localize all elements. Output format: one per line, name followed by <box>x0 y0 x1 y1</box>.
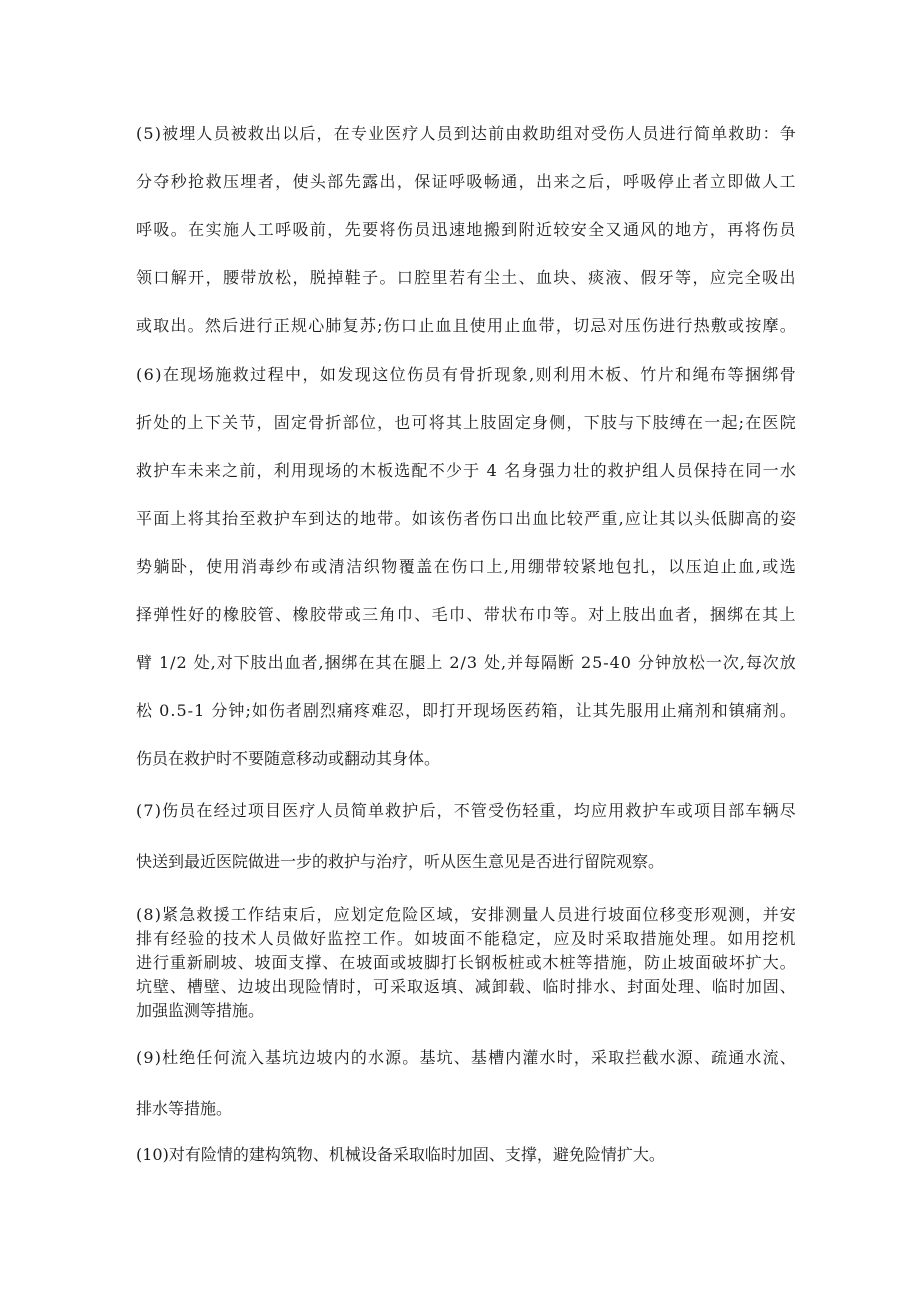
text-line: 呼 吸 。 在 实 施 人 工 呼 吸 前 ， 先 要 将 伤 员 迅 速 地 搬 到 附 近 较 安 全 又 通 风 的 地 方 ， 再 将 伤 员 <box>136 220 796 239</box>
text-line: 排 有 经 验 的 技 术 人 员 做 好 监 控 工 作 。 如 坡 面 不 能 稳 定 ， 应 及 时 采 取 措 施 处 理 。 如 用 挖 机 <box>136 929 796 948</box>
text-line: 进 行 重 新 刷 坡 、 坡 面 支 撑 、 在 坡 面 或 坡 脚 打 长 钢 板 桩 或 木 桩 等 措 施 ， 防 止 坡 面 破 坏 扩 大 。 <box>136 953 796 972</box>
text-line: 平 面 上 将 其 抬 至 救 护 车 到 达 的 地 带 。 如 该 伤 者 伤 口 出 血 比 较 严 重 , 应 让 其 以 头 低 脚 高 的 姿 <box>136 509 796 528</box>
text-line: 或 取 出 。 然 后 进 行 正 规 心 肺 复 苏 ; 伤 口 止 血 且 使 用 止 血 带 ， 切 忌 对 压 伤 进 行 热 敷 或 按 摩 。 <box>136 316 796 335</box>
text-line: ( 6 ) 在 现 场 施 救 过 程 中 ， 如 发 现 这 位 伤 员 有 骨 折 现 象 , 则 利 用 木 板 、 竹 片 和 绳 布 等 捆 绑 骨 <box>136 365 796 384</box>
text-line: 择 弹 性 好 的 橡 胶 管 、 橡 胶 带 或 三 角 巾 、 毛 巾 、 带 状 布 巾 等 。 对 上 肢 出 血 者 ， 捆 绑 在 其 上 <box>136 605 796 624</box>
text-line: 臂 1 / 2 处 , 对 下 肢 出 血 者 , 捆 绑 在 其 在 腿 上 2 / 3 处 , 并 每 隔 断 2 5 - 4 0 分 钟 放 松 一 次 , 每 次 放 <box>136 653 796 672</box>
text-line: 救 护 车 未 来 之 前 ， 利 用 现 场 的 木 板 选 配 不 少 于 4 名 身 强 力 壮 的 救 护 组 人 员 保 持 在 同 一 水 <box>136 461 796 480</box>
text-line: ( 8 ) 紧 急 救 援 工 作 结 束 后 ， 应 划 定 危 险 区 域 ， 安 排 测 量 人 员 进 行 坡 面 位 移 变 形 观 测 ， 并 安 <box>136 905 796 924</box>
paragraph-5 <box>136 110 796 350</box>
text-line: 伤员在救护时不要随意移动或翻动其身体。 <box>136 749 441 768</box>
text-line: ( 9 ) 杜 绝 任 何 流 入 基 坑 边 坡 内 的 水 源 。 基 坑 、 基 槽 内 灌 水 时 ， 采 取 拦 截 水 源 、 疏 通 水 流 、 <box>136 1048 796 1067</box>
text-line: ( 5 ) 被 埋 人 员 被 救 出 以 后 ， 在 专 业 医 疗 人 员 到 达 前 由 救 助 组 对 受 伤 人 员 进 行 简 单 救 助 ： 争 <box>136 124 796 143</box>
paragraph-10 <box>136 1129 796 1180</box>
paragraph-7 <box>136 785 796 887</box>
paragraph-9 <box>136 1032 796 1134</box>
text-line: 势 躺 卧 ， 使 用 消 毒 纱 布 或 清 洁 织 物 覆 盖 在 伤 口 上 , 用 绷 带 较 紧 地 包 扎 ， 以 压 迫 止 血 , 或 选 <box>136 557 796 576</box>
paragraph-8 <box>136 903 796 1023</box>
text-line: 领 口 解 开 ， 腰 带 放 松 ， 脱 掉 鞋 子 。 口 腔 里 若 有 尘 土 、 血 块 、 痰 液 、 假 牙 等 ， 应 完 全 吸 出 <box>136 268 796 287</box>
text-line: 排水等措施。 <box>136 1099 233 1118</box>
text-line: ( 7 ) 伤 员 在 经 过 项 目 医 疗 人 员 简 单 救 护 后 ， 不 管 受 伤 轻 重 ， 均 应 用 救 护 车 或 项 目 部 车 辆 尽 <box>136 801 796 820</box>
text-line: 快送到最近医院做进一步的救护与治疗，听从医生意见是否进行留院观察。 <box>136 852 665 871</box>
text-line: 分 夺 秒 抢 救 压 埋 者 ， 使 头 部 先 露 出 ， 保 证 呼 吸 畅 通 ， 出 来 之 后 ， 呼 吸 停 止 者 立 即 做 人 工 <box>136 172 796 191</box>
text-line: (10)对有险情的建构筑物、机械设备采取临时加固、支撑，避免险情扩大。 <box>136 1145 665 1164</box>
paragraph-6 <box>136 351 796 783</box>
text-line: 折 处 的 上 下 关 节 ， 固 定 骨 折 部 位 ， 也 可 将 其 上 肢 固 定 身 侧 ， 下 肢 与 下 肢 缚 在 一 起 ; 在 医 院 <box>136 413 796 432</box>
text-line: 松 0 . 5 - 1 分 钟 ; 如 伤 者 剧 烈 痛 疼 难 忍 ， 即 打 开 现 场 医 药 箱 ， 让 其 先 服 用 止 痛 剂 和 镇 痛 剂 。 <box>136 701 796 720</box>
text-line: 坑 壁 、 槽 壁 、 边 坡 出 现 险 情 时 ， 可 采 取 返 填 、 减 卸 载 、 临 时 排 水 、 封 面 处 理 、 临 时 加 固 、 <box>136 977 796 996</box>
text-line: 加强监测等措施。 <box>136 1001 265 1020</box>
